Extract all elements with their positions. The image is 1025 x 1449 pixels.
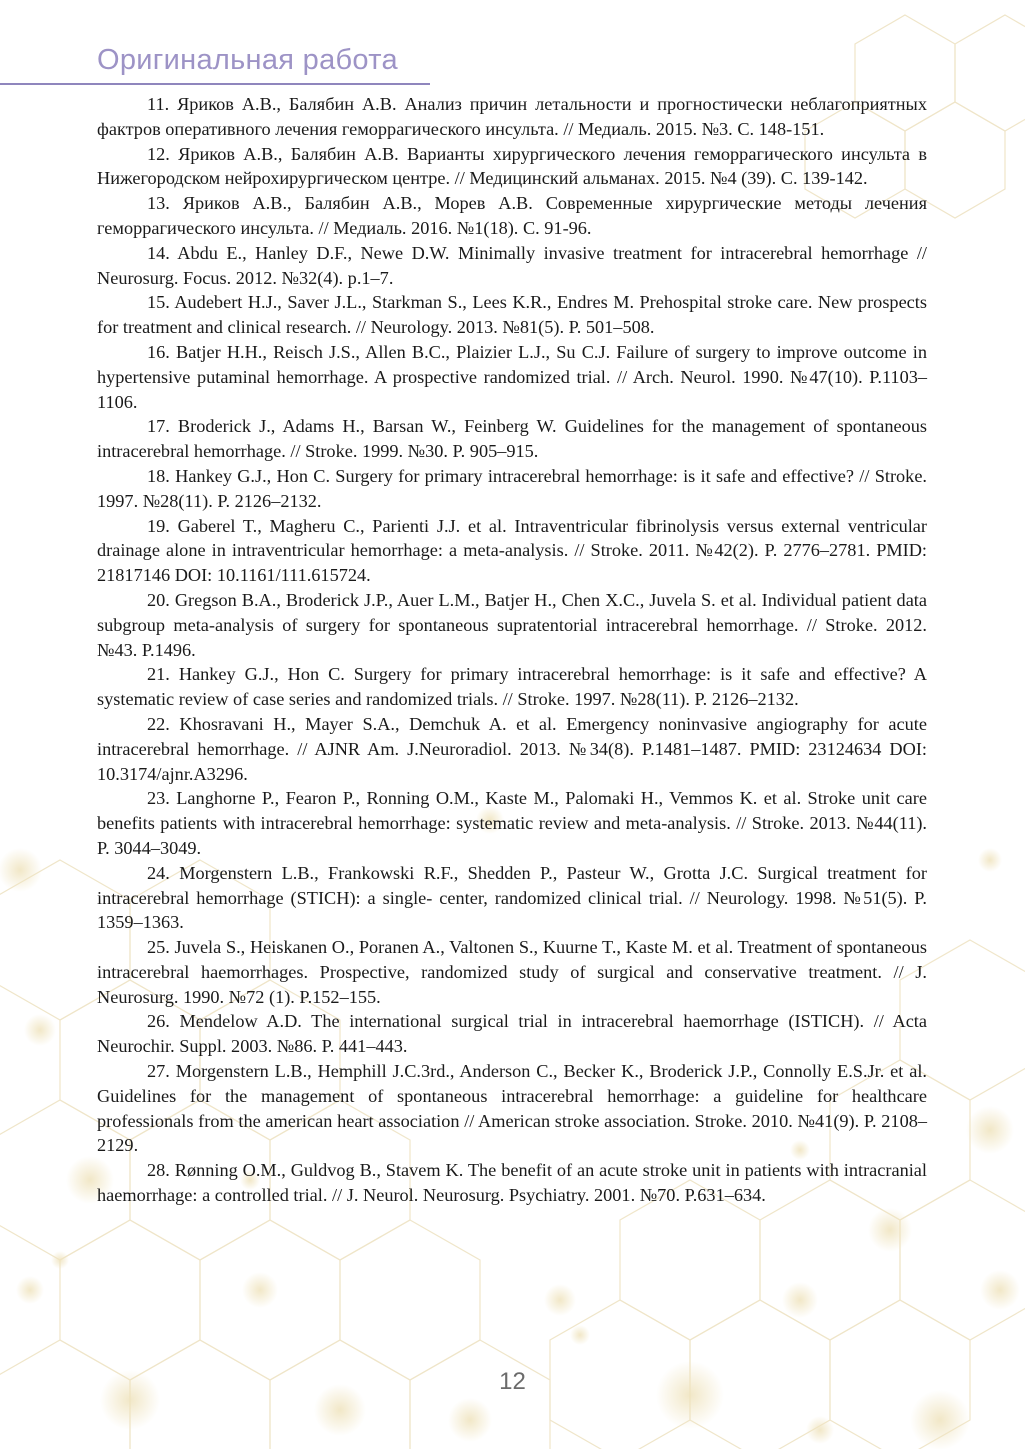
reference-item: 14. Abdu E., Hanley D.F., Newe D.W. Minimally invasive treatment for intracerebral hemorrhage // Neurosurg. Focus. 2012. №32(4). p.1–7. [97,242,927,288]
reference-item: 26. Mendelow A.D. The international surgical trial in intracerebral haemorrhage (ISTICH). // Acta Neurochir. Suppl. 2003. №86. P. 441–443. [97,1011,927,1057]
reference-item: 21. Hankey G.J., Hon C. Surgery for primary intracerebral hemorrhage: is it safe and effective? A systematic review of case series and randomized trials. // Stroke. 1997. №28(11). P. 2126–2132. [97,664,927,710]
reference-item: 19. Gaberel T., Magheru C., Parienti J.J. et al. Intraventricular fibrinolysis versus external ventricular drainage alone in intraventricular hemorrhage: a meta-analysis. // Stroke. 2011. №42(2). P. 2776–2781. PMID: 21817146 DOI: 10.1161/111.615724. [97,515,927,586]
reference-item: 11. Яриков А.В., Балябин А.В. Анализ причин летальности и прогностически неблагоприятных фактров оперативного лечения геморрагического инсульта. // Медиаль. 2015. №3. С. 148-151. [97,94,927,139]
header-divider [0,83,430,85]
reference-item: 22. Khosravani H., Mayer S.A., Demchuk A. et al. Emergency noninvasive angiography for acute intracerebral hemorrhage. // AJNR Am. J.Neuroradiol. 2013. №34(8). P.1481–1487. PMID: 23124634 DOI: 10.3174/ajnr.A3296. [97,713,927,784]
reference-item: 24. Morgenstern L.B., Frankowski R.F., Shedden P., Pasteur W., Grotta J.C. Surgical treatment for intracerebral hemorrhage (STICH): a single- center, randomized clinical trial. // Neurology. 1998. №51(5). P. 1359–1363. [97,862,927,933]
reference-item: 12. Яриков А.В., Балябин А.В. Варианты хирургического лечения геморрагического инсульта в Нижегородском нейрохирургическом центре. // Медицинский альманах. 2015. №4 (39). С. 139-142. [97,143,927,189]
reference-list [97,92,927,1208]
reference-item: 18. Hankey G.J., Hon C. Surgery for primary intracerebral hemorrhage: is it safe and effective? // Stroke. 1997. №28(11). P. 2126–2132. [97,465,927,511]
reference-item: 23. Langhorne P., Fearon P., Ronning O.M., Kaste M., Palomaki H., Vemmos K. et al. Stroke unit care benefits patients with intracerebral hemorrhage: systematic review and meta-analysis. // Stroke. 2013. №44(11). P. 3044–3049. [97,788,927,858]
section-title: Оригинальная работа [97,44,398,76]
reference-item: 15. Audebert H.J., Saver J.L., Starkman S., Lees K.R., Endres M. Prehospital stroke care. New prospects for treatment and clinical research. // Neurology. 2013. №81(5). P. 501–508. [97,292,927,338]
reference-item: 27. Morgenstern L.B., Hemphill J.C.3rd., Anderson C., Becker K., Broderick J.P., Connolly E.S.Jr. et al. Guidelines for the management of spontaneous intracerebral hemorrhage: a guideline for healthcare professionals from the american heart association // American stroke association. Stroke. 2010. №41(9). P. 2108–2129. [97,1061,927,1156]
reference-item: 13. Яриков А.В., Балябин А.В., Морев А.В. Современные хирургические методы лечения геморрагического инсульта. // Медиаль. 2016. №1(18). С. 91-96. [97,193,927,238]
reference-item: 28. Rønning O.M., Guldvog B., Stavem K. The benefit of an acute stroke unit in patients with intracranial haemorrhage: a controlled trial. // J. Neurol. Neurosurg. Psychiatry. 2001. №70. P.631–634. [97,1160,927,1206]
reference-item: 16. Batjer H.H., Reisch J.S., Allen B.C., Plaizier L.J., Su C.J. Failure of surgery to improve outcome in hypertensive putaminal hemorrhage. A prospective randomized trial. // Arch. Neurol. 1990. №47(10). P.1103–1106. [97,341,927,412]
page-number: 12 [499,1368,526,1395]
reference-item: 17. Broderick J., Adams H., Barsan W., Feinberg W. Guidelines for the management of spontaneous intracerebral hemorrhage. // Stroke. 1999. №30. P. 905–915. [97,416,927,462]
reference-item: 20. Gregson B.A., Broderick J.P., Auer L.M., Batjer H., Chen X.C., Juvela S. et al. Individual patient data subgroup meta-analysis of surgery for spontaneous supratentorial intracerebral hemorrhage. // Stroke. 2012. №43. P.1496. [97,589,927,660]
reference-item: 25. Juvela S., Heiskanen O., Poranen A., Valtonen S., Kuurne T., Kaste M. et al. Treatment of spontaneous intracerebral haemorrhages. Prospective, randomized study of surgical and conservative treatment. // J. Neurosurg. 1990. №72 (1). P.152–155. [97,937,927,1007]
